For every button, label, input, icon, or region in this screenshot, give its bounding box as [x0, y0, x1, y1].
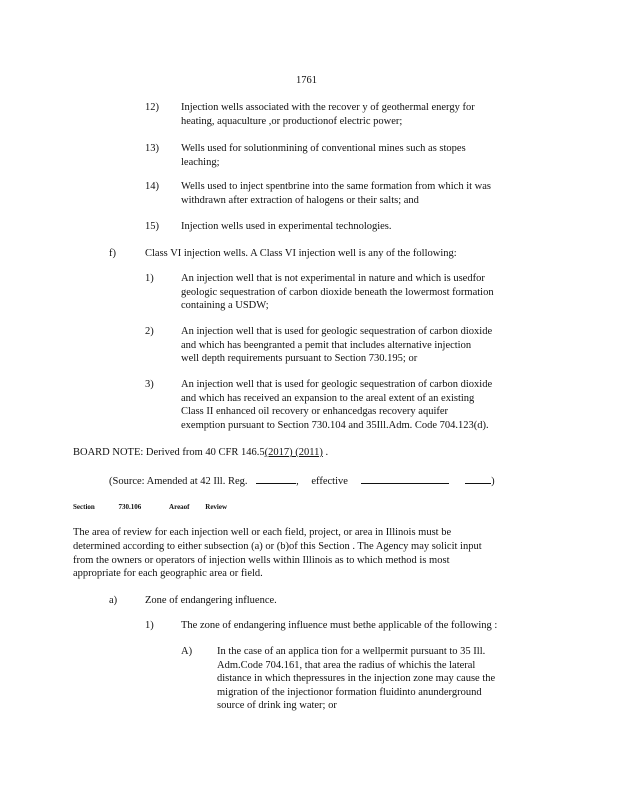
list-item-number: 14) [145, 181, 159, 192]
list-item-number: 1) [145, 620, 154, 631]
list-item-text: Injection wells associated with the recover y of geothermal energy for heating, aquaculture ,or productionof electric power; [181, 102, 475, 127]
list-item-number: 12) [145, 102, 159, 113]
subitem-text: In the case of an applica tion for a wellpermit pursuant to 35 Ill. Adm.Code 704.161, that area the radius of whichis the lateral distance in which thepressures in the injection zone may cause the migration of the injectionor formation fluidinto anunderground source of drink ing water; or [217, 646, 496, 711]
blank-line [256, 473, 296, 484]
review-paragraph: The area of review for each injection well or each field, project, or area in Illinois must be determined according to either subsection (a) or (b)of this Section . The Agency may solicit input from the owners or operators of injection wells within Illinois as to which method is most appropriate for each geographic area or field. [73, 527, 482, 580]
board-note-underlined: (2017) (2011) [264, 447, 323, 458]
board-note: BOARD NOTE: Derived from 40 CFR 146.5(2017) (2011) . [73, 447, 329, 458]
list-item-text: An injection well that is used for geologic sequestration of carbon dioxide and which has received an expansion to the areal extent of an existing Class II enhanced oil recovery or enhancedgas recovery aquifer exemption pursuant to Section 730.104 and 35Ill.Adm. Code 704.123(d). [181, 379, 493, 431]
list-item-text: Wells used for solutionmining of conventional mines such as stopes leaching; [181, 143, 466, 168]
subsection-letter: a) [109, 595, 118, 606]
blank-line [465, 473, 491, 484]
list-item-number: 1) [145, 273, 154, 284]
section-heading: Section 730.106 Areaof Review [73, 503, 228, 511]
list-item-number: 2) [145, 326, 154, 337]
blank-line [361, 473, 449, 484]
subsection-text: Class VI injection wells. A Class VI injection well is any of the following: [145, 248, 457, 259]
list-item-number: 15) [145, 221, 159, 232]
list-item-number: 13) [145, 143, 159, 154]
list-item-text: An injection well that is used for geologic sequestration of carbon dioxide and which has beengranted a pemit that includes alternative injection well depth requirements pursuant to Section 730.195; or [181, 326, 493, 364]
subitem-letter: A) [181, 646, 193, 657]
subsection-text: Zone of endangering influence. [145, 595, 277, 606]
list-item-text: The zone of endangering influence must bethe applicable of the following : [181, 620, 498, 631]
source-line: (Source: Amended at 42 Ill. Reg. , effective ) [109, 473, 495, 489]
list-item-text: Wells used to inject spentbrine into the same formation from which it was withdrawn after extraction of halogens or their salts; and [181, 181, 492, 206]
subsection-letter: f) [109, 248, 116, 259]
list-item-text: Injection wells used in experimental technologies. [181, 221, 392, 232]
page-number: 1761 [296, 75, 317, 86]
list-item-text: An injection well that is not experimental in nature and which is usedfor geologic sequestration of carbon dioxide beneath the lowermost formation containing a USDW; [181, 273, 494, 311]
list-item-number: 3) [145, 379, 154, 390]
